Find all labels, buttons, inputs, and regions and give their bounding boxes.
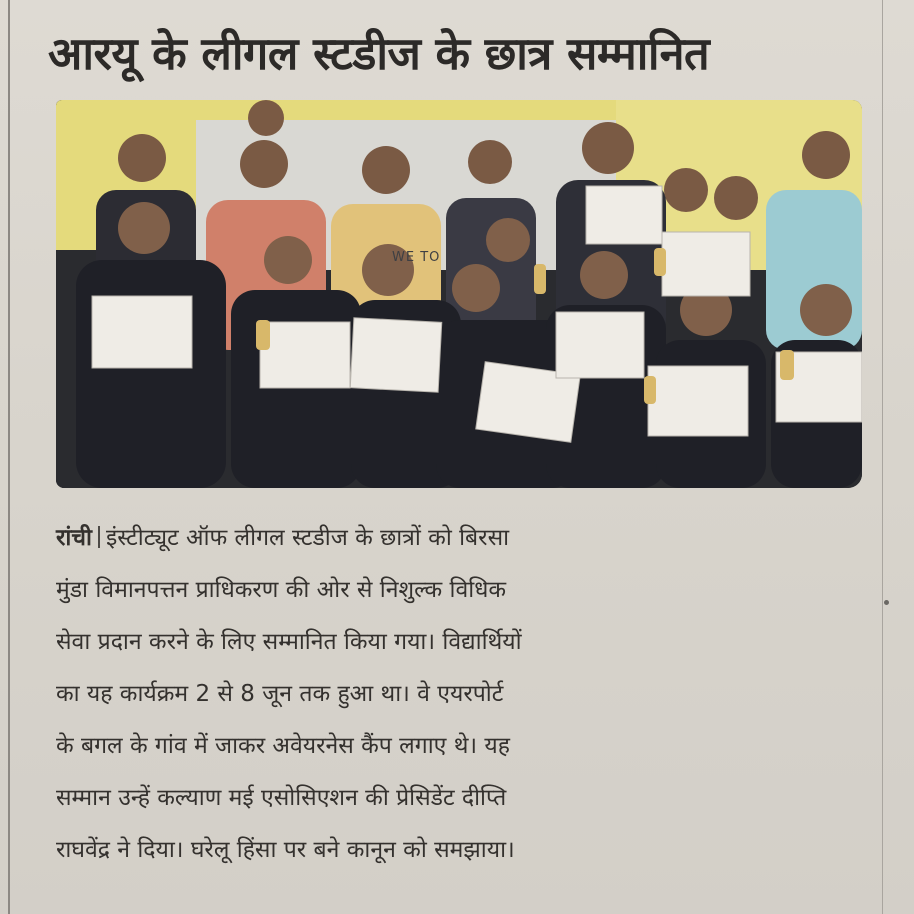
dateline: रांची xyxy=(56,525,92,551)
banner-text: WE TO xyxy=(392,250,441,265)
article-body xyxy=(56,512,836,876)
body-line-1 xyxy=(56,512,836,564)
body-line-1-text: इंस्टीट्यूट ऑफ लीगल स्टडीज के छात्रों को बिरसा xyxy=(105,525,510,551)
body-line-4: का यह कार्यक्रम 2 से 8 जून तक हुआ था। वे एयरपोर्ट xyxy=(56,681,504,707)
body-line-2: मुंडा विमानपत्तन प्राधिकरण की ओर से निशुल्क विधिक xyxy=(56,577,506,603)
body-line-6: सम्मान उन्हें कल्याण मई एसोसिएशन की प्रेसिडेंट दीप्ति xyxy=(56,785,507,811)
body-line-7: राघवेंद्र ने दिया। घरेलू हिंसा पर बने कानून को समझाया। xyxy=(56,837,515,863)
group-photo-illustration xyxy=(56,100,862,488)
column-rule-right xyxy=(882,0,883,914)
news-photo xyxy=(56,100,862,488)
dot-icon xyxy=(884,600,889,605)
dateline-separator xyxy=(98,526,100,548)
body-line-5: के बगल के गांव में जाकर अवेयरनेस कैंप लगाए थे। यह xyxy=(56,733,510,759)
headline: आरयू के लीगल स्टडीज के छात्र सम्मानित xyxy=(48,27,710,80)
column-rule-left xyxy=(8,0,10,914)
body-line-3: सेवा प्रदान करने के लिए सम्मानित किया गया। विद्यार्थियों xyxy=(56,629,522,655)
